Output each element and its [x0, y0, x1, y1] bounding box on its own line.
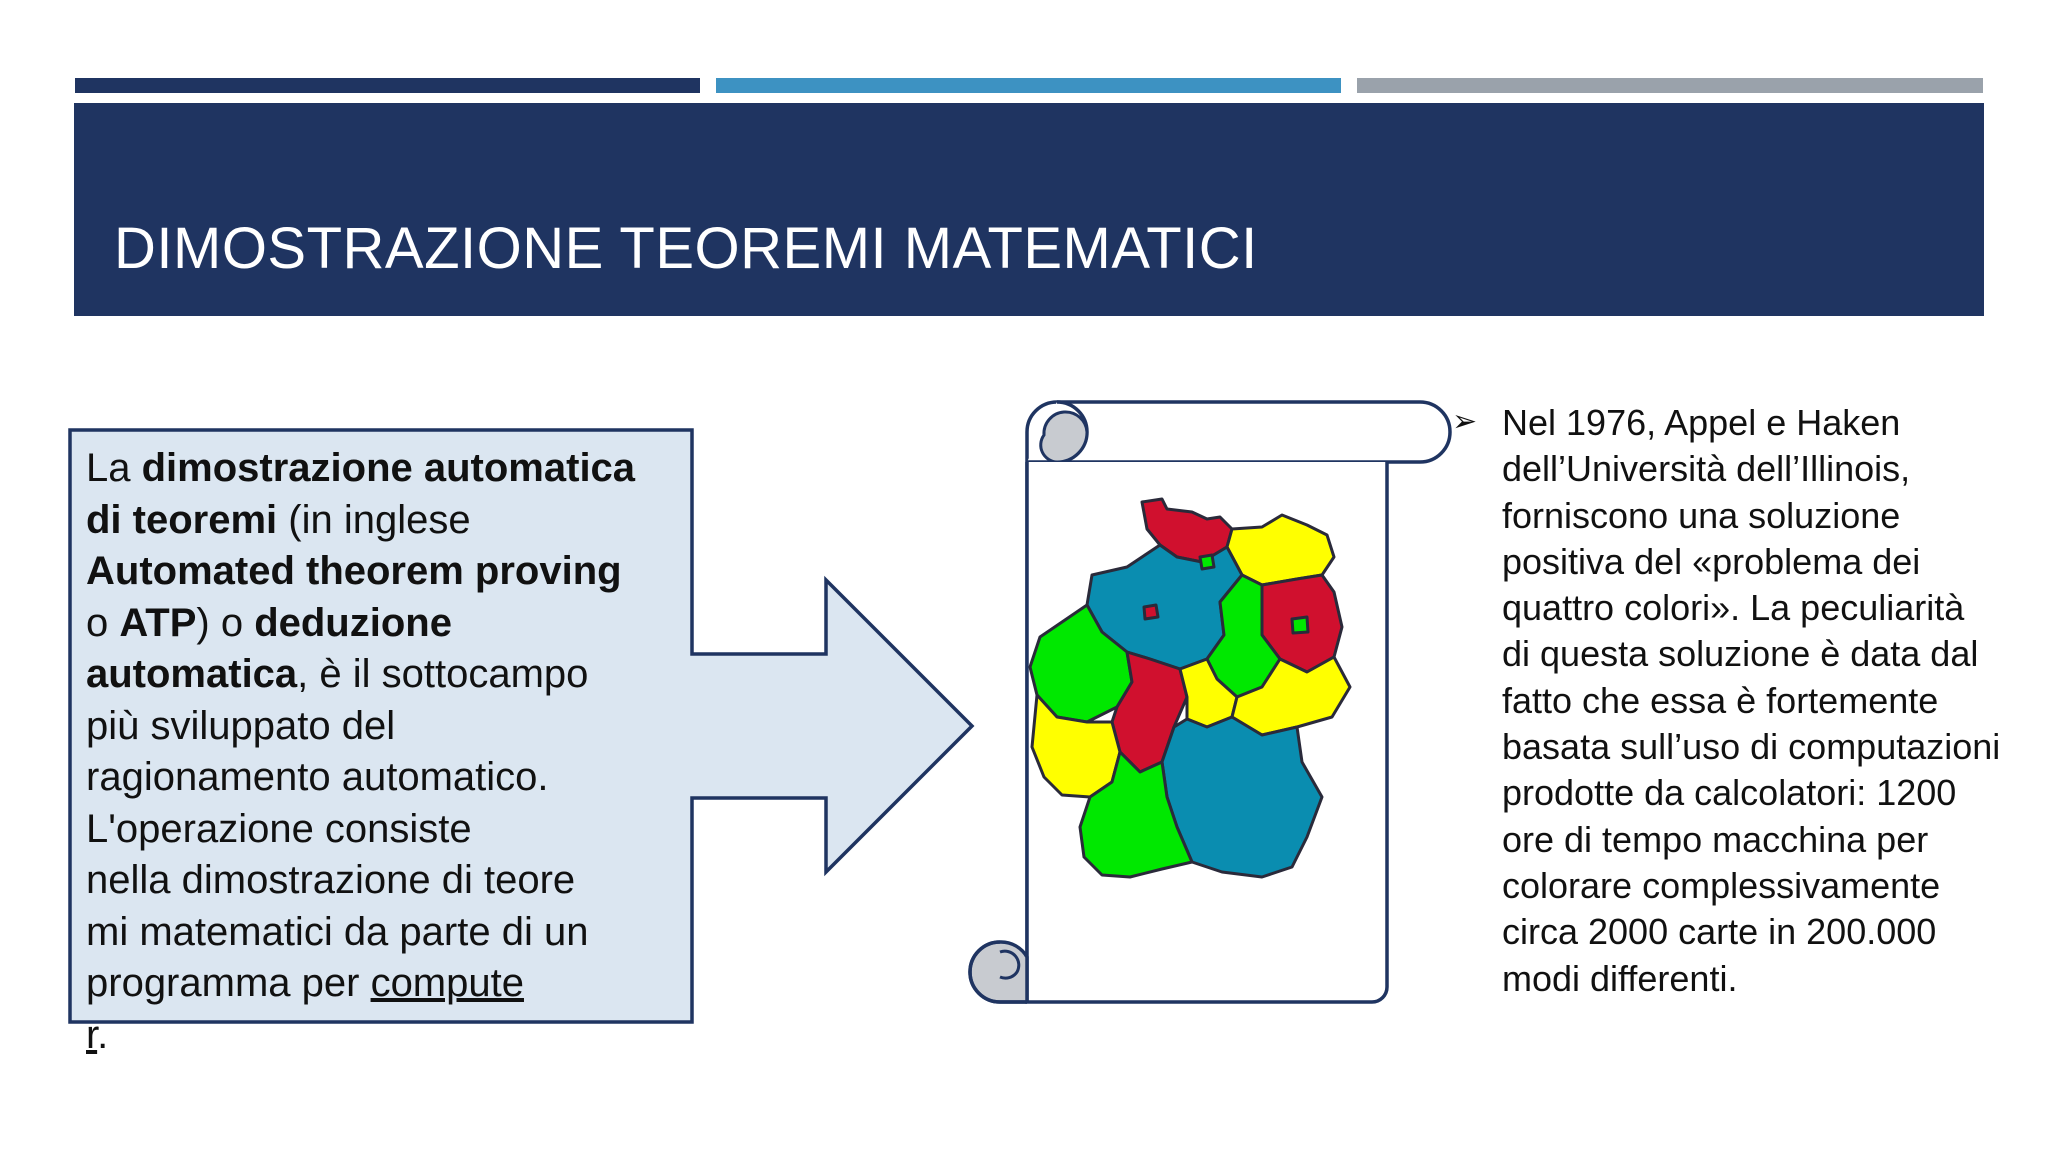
- callout-text: [86, 443, 646, 1061]
- term-atp: ATP: [119, 600, 197, 645]
- arrowhead-bullet-icon: ➢: [1452, 404, 1478, 439]
- callout-text-part: (in inglese: [277, 497, 471, 542]
- computer-link[interactable]: compute: [370, 961, 524, 1005]
- callout-text-part: .: [97, 1012, 109, 1057]
- accent-bar-light-blue: [716, 78, 1341, 93]
- accent-bar-dark: [75, 78, 700, 93]
- term-automated-theorem-proving: Automated theorem proving: [86, 549, 622, 593]
- title-band: [74, 103, 1984, 316]
- callout-text-part: o: [86, 600, 120, 645]
- slide-title: DIMOSTRAZIONE TEOREMI MATEMATICI: [114, 216, 1258, 281]
- term-deduzione-automatica: deduzione automatica: [86, 600, 452, 696]
- accent-bar-gray: [1357, 78, 1983, 93]
- callout-text-part: nella dimostrazione di teore: [86, 858, 576, 902]
- callout-text-part: mi matematici da parte di un programma per: [86, 909, 589, 1005]
- callout-text-part: La: [86, 446, 142, 490]
- bullet-text: Nel 1976, Appel e Haken dell’Università dell’Illinois, forniscono una soluzione positiva del «problema dei quattro colori». La peculiarità di questa soluzione è data dal fatto che essa è fortemente basata sull’uso di computazioni prodotte da calcolatori: 1200 ore di tempo macchina per colorare complessivamente circa 2000 carte in 200.000 modi differenti.: [1502, 402, 2001, 999]
- paper-scroll-icon: [962, 397, 1452, 1037]
- callout-text-part: , è il sottocampo più sviluppato del ragionamento automatico. L'operazione consiste: [86, 652, 589, 851]
- computer-link-tail[interactable]: r: [86, 1012, 98, 1057]
- callout-text-part: ) o: [196, 600, 255, 645]
- term-dimostrazione-automatica: dimostrazione automatica di teoremi: [86, 446, 636, 542]
